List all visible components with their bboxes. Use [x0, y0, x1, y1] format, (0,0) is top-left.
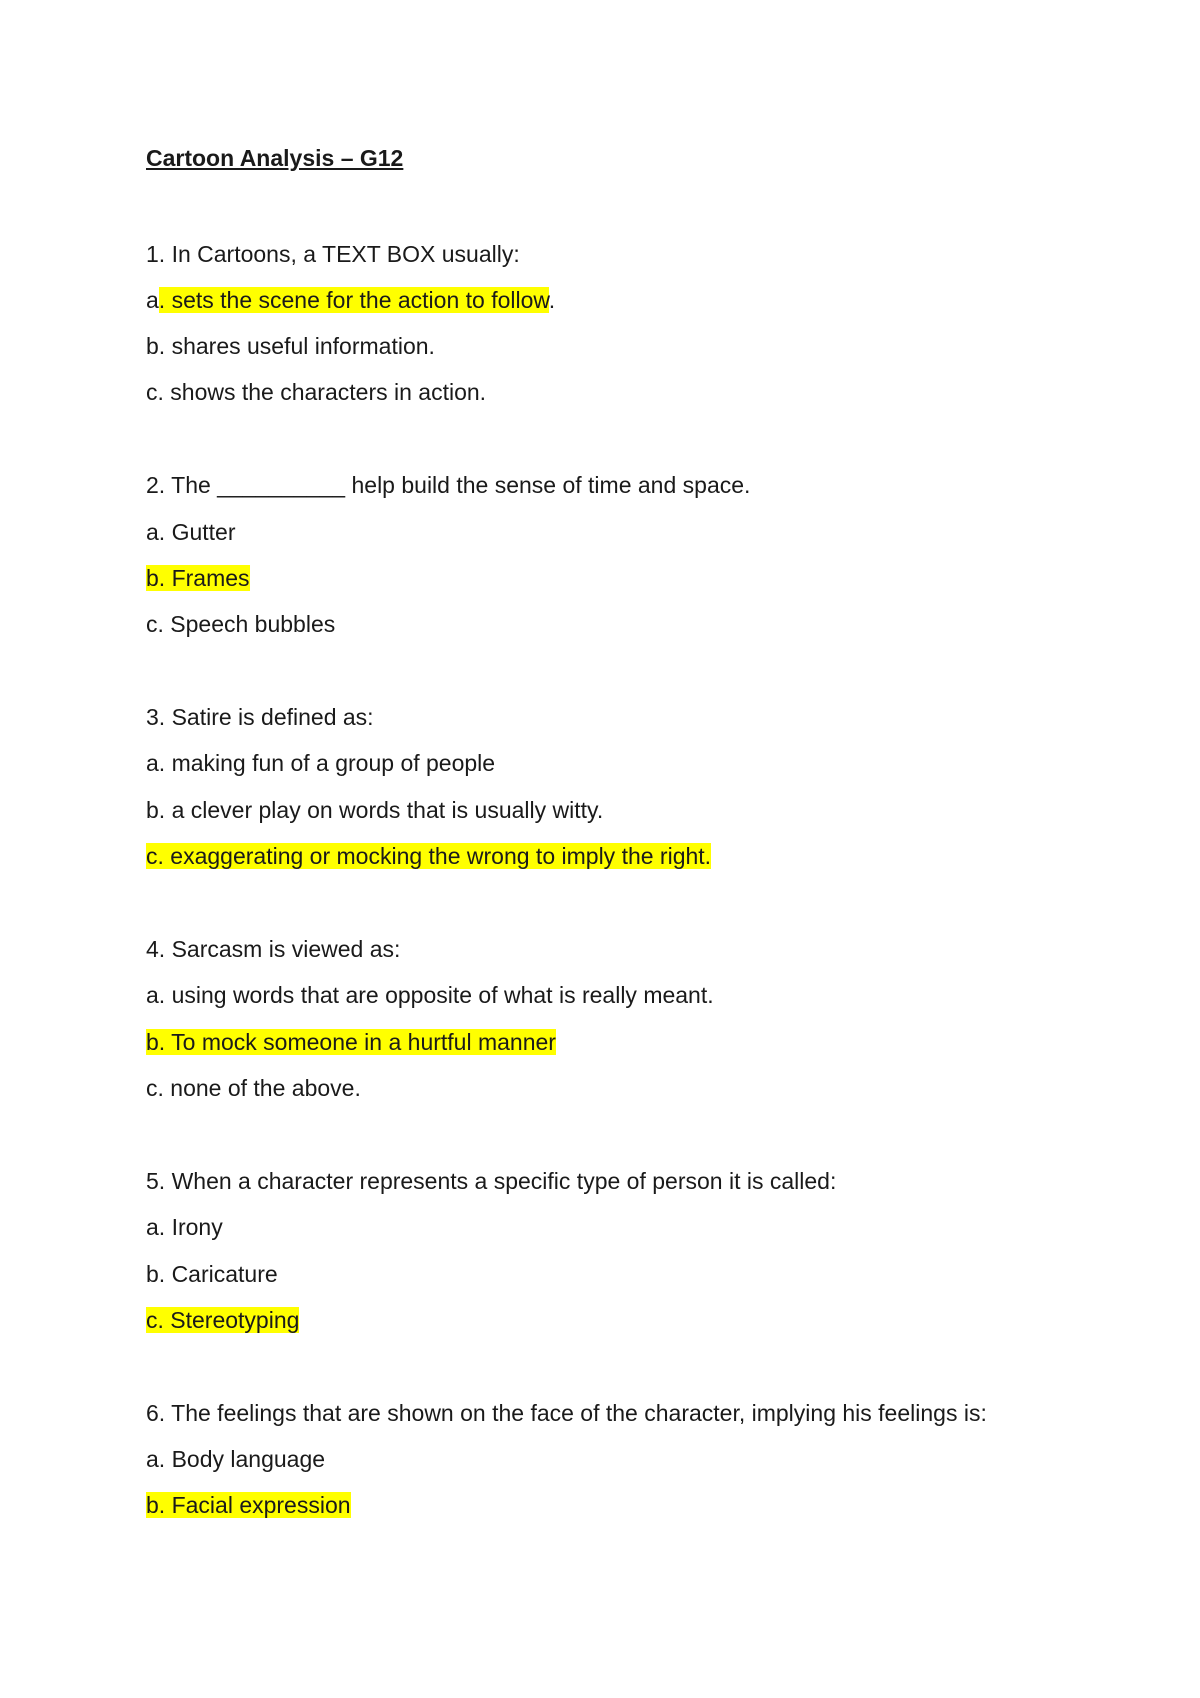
highlighted-answer: c. exaggerating or mocking the wrong to imply the right.	[146, 843, 712, 869]
question-1-option-a	[146, 286, 555, 314]
highlighted-answer: . sets the scene for the action to follow	[158, 287, 549, 313]
question-5-option-a: a. Irony	[146, 1214, 223, 1240]
question-4-stem: 4. Sarcasm is viewed as:	[146, 936, 401, 962]
question-4-option-b	[146, 1028, 556, 1056]
question-6-option-a: a. Body language	[146, 1446, 326, 1472]
question-5-option-b: b. Caricature	[146, 1261, 278, 1287]
document-title: Cartoon Analysis – G12	[146, 145, 404, 171]
question-4-option-a: a. using words that are opposite of what is really meant.	[146, 982, 714, 1008]
question-4-option-c: c. none of the above.	[146, 1075, 361, 1101]
option-suffix: .	[548, 287, 556, 313]
question-2-option-a: a. Gutter	[146, 519, 236, 545]
question-2-stem: 2. The __________ help build the sense of time and space.	[146, 472, 751, 498]
option-prefix: a	[146, 287, 159, 313]
question-1-option-c: c. shows the characters in action.	[146, 379, 487, 405]
question-3-option-a: a. making fun of a group of people	[146, 750, 496, 776]
question-6-stem: 6. The feelings that are shown on the face of the character, implying his feelings is:	[146, 1400, 987, 1426]
question-1-stem: 1. In Cartoons, a TEXT BOX usually:	[146, 241, 520, 267]
question-2-option-b	[146, 564, 250, 592]
question-2-option-c: c. Speech bubbles	[146, 611, 336, 637]
highlighted-answer: c. Stereotyping	[146, 1307, 300, 1333]
highlighted-answer: b. Frames	[146, 565, 250, 591]
question-3-option-b: b. a clever play on words that is usually witty.	[146, 797, 604, 823]
question-3-option-c	[146, 842, 711, 870]
question-1-option-b: b. shares useful information.	[146, 333, 435, 359]
question-5-option-c	[146, 1306, 299, 1334]
highlighted-answer: b. Facial expression	[146, 1492, 351, 1518]
question-5-stem: 5. When a character represents a specific type of person it is called:	[146, 1168, 837, 1194]
highlighted-answer: b. To mock someone in a hurtful manner	[146, 1029, 556, 1055]
question-3-stem: 3. Satire is defined as:	[146, 704, 374, 730]
question-6-option-b	[146, 1491, 351, 1519]
